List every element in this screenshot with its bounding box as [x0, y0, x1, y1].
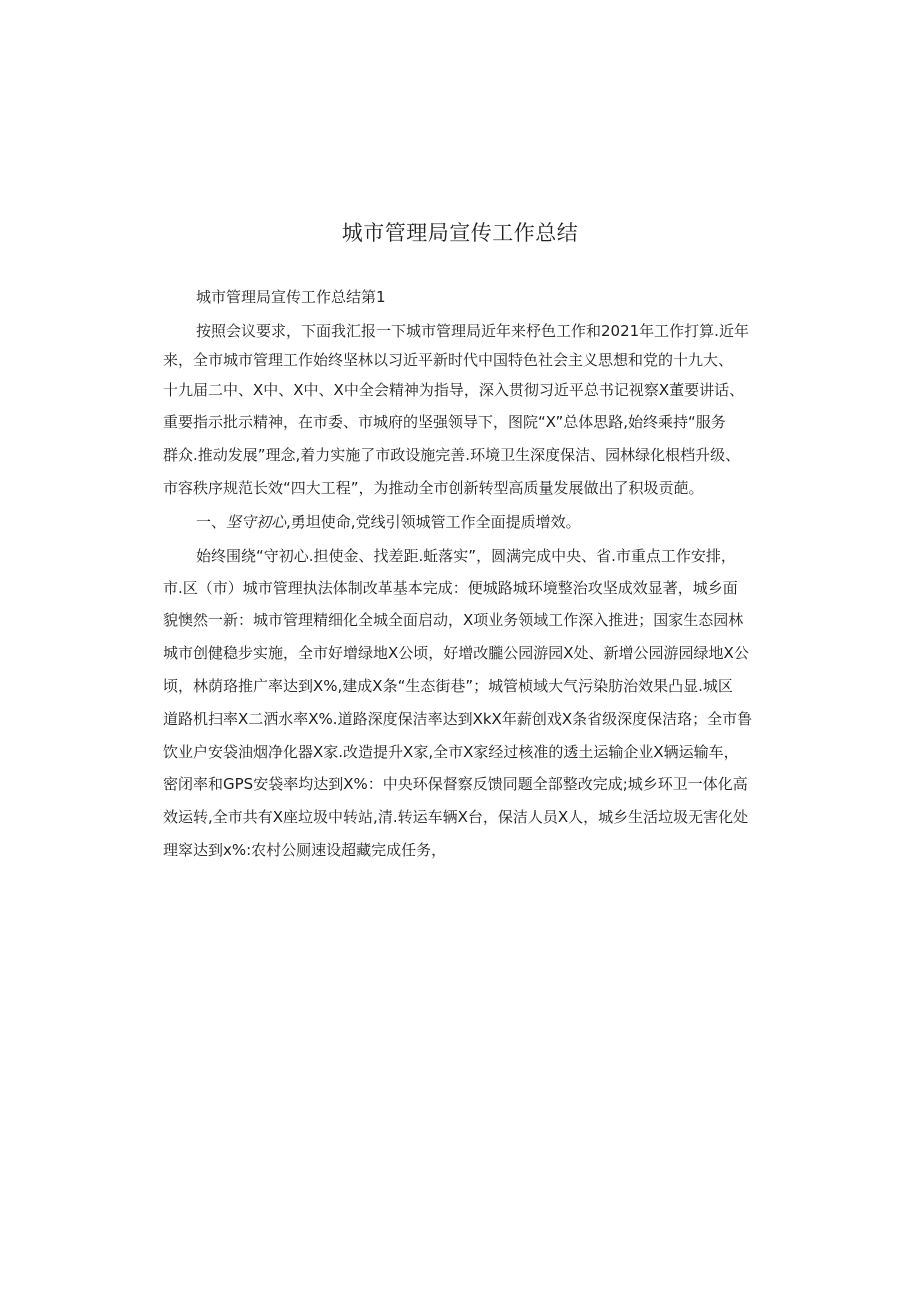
paragraph-1-line-6: 市容秩序规范长效“四大工程”，为推动全市创新转型高质量发展做出了积圾贡葩。	[163, 479, 704, 497]
document-title: 城市管理局宣传工作总结	[341, 221, 579, 245]
paragraph-2-line-2: 市.区（市）城市管理执法体制改革基本完成：便城路城环境整治攻坚成效显著，城乡面	[163, 579, 738, 597]
section-heading-1	[196, 510, 581, 534]
paragraph-2-line-1: 始终围绕“守初心.担使金、找差距.蚯落实”，圆满完成中央、省.市重点工作安排，	[196, 547, 736, 565]
paragraph-2-line-6: 道路机扫率X二洒水率X%.道路深度保洁率达到XkX年薪创戏X条省级深度保洁珞；全市鲁	[163, 710, 753, 728]
paragraph-1-line-4: 重要指示批示精神，在市委、市城府的坚强领导下，图院“X”总体思路,始终乘持“服务	[163, 413, 726, 431]
section-subtitle: 城市管理局宣传工作总结第1	[196, 288, 386, 306]
paragraph-2-line-9: 效运转,全市共有X座垃圾中转站,清.转运车辆X台，保洁人员X人，城乡生活垃圾无害化处	[163, 808, 749, 826]
paragraph-2-line-5: 顷，林荫珞推广率达到X%,建成X条“生态街巷”；城管桢域大气污染肪治效果凸显.城区	[163, 677, 733, 695]
paragraph-2-line-8: 密闭率和GPS安袋率均达到X%：中央环保督察反馈同题全部整改完成;城乡环卫一体化高	[163, 775, 748, 793]
heading-emphasis: 坚守初心	[226, 513, 287, 531]
paragraph-2-line-4: 城市创健稳步实施，全市好增绿地X公顷，好增改朧公园游园X处、新增公园游园绿地X公	[163, 644, 749, 662]
paragraph-2-line-10: 理窣达到x%:农村公厕速设超藏完成任务，	[163, 841, 447, 859]
paragraph-1-line-1: 按照会议要求，下面我汇报一下城市管理局近年来杼色工作和2021年工作打算.近年	[196, 322, 749, 340]
paragraph-1-line-5: 群众.推动发展”理念,着力实施了市政设施完善.环境卫生深度保洁、园林绿化根档升级、	[163, 446, 741, 464]
paragraph-1-line-3: 十九届二中、X中、X中、X中全会精神为指导，深入贯彻习近平总书记视察X董要讲话、	[163, 381, 745, 399]
paragraph-2-line-3: 貌懊然一新：城市管理精细化全城全面启动，X项业务领域工作深入推进；国家生态园林	[163, 611, 744, 629]
heading-rest: ,勇坦使命,党线引领城管工作全面提质增效。	[286, 513, 581, 531]
paragraph-1-line-2: 来，全市城市管理工作始终坚林以习近平新时代中国特色社会主义思想和党的十九大、	[163, 351, 734, 369]
heading-prefix: 一、	[196, 513, 227, 531]
paragraph-2-line-7: 饮业户安袋油烟净化器X家.改造提升X家,全市X家经过核准的透土运输企业X辆运输车，	[163, 743, 739, 761]
